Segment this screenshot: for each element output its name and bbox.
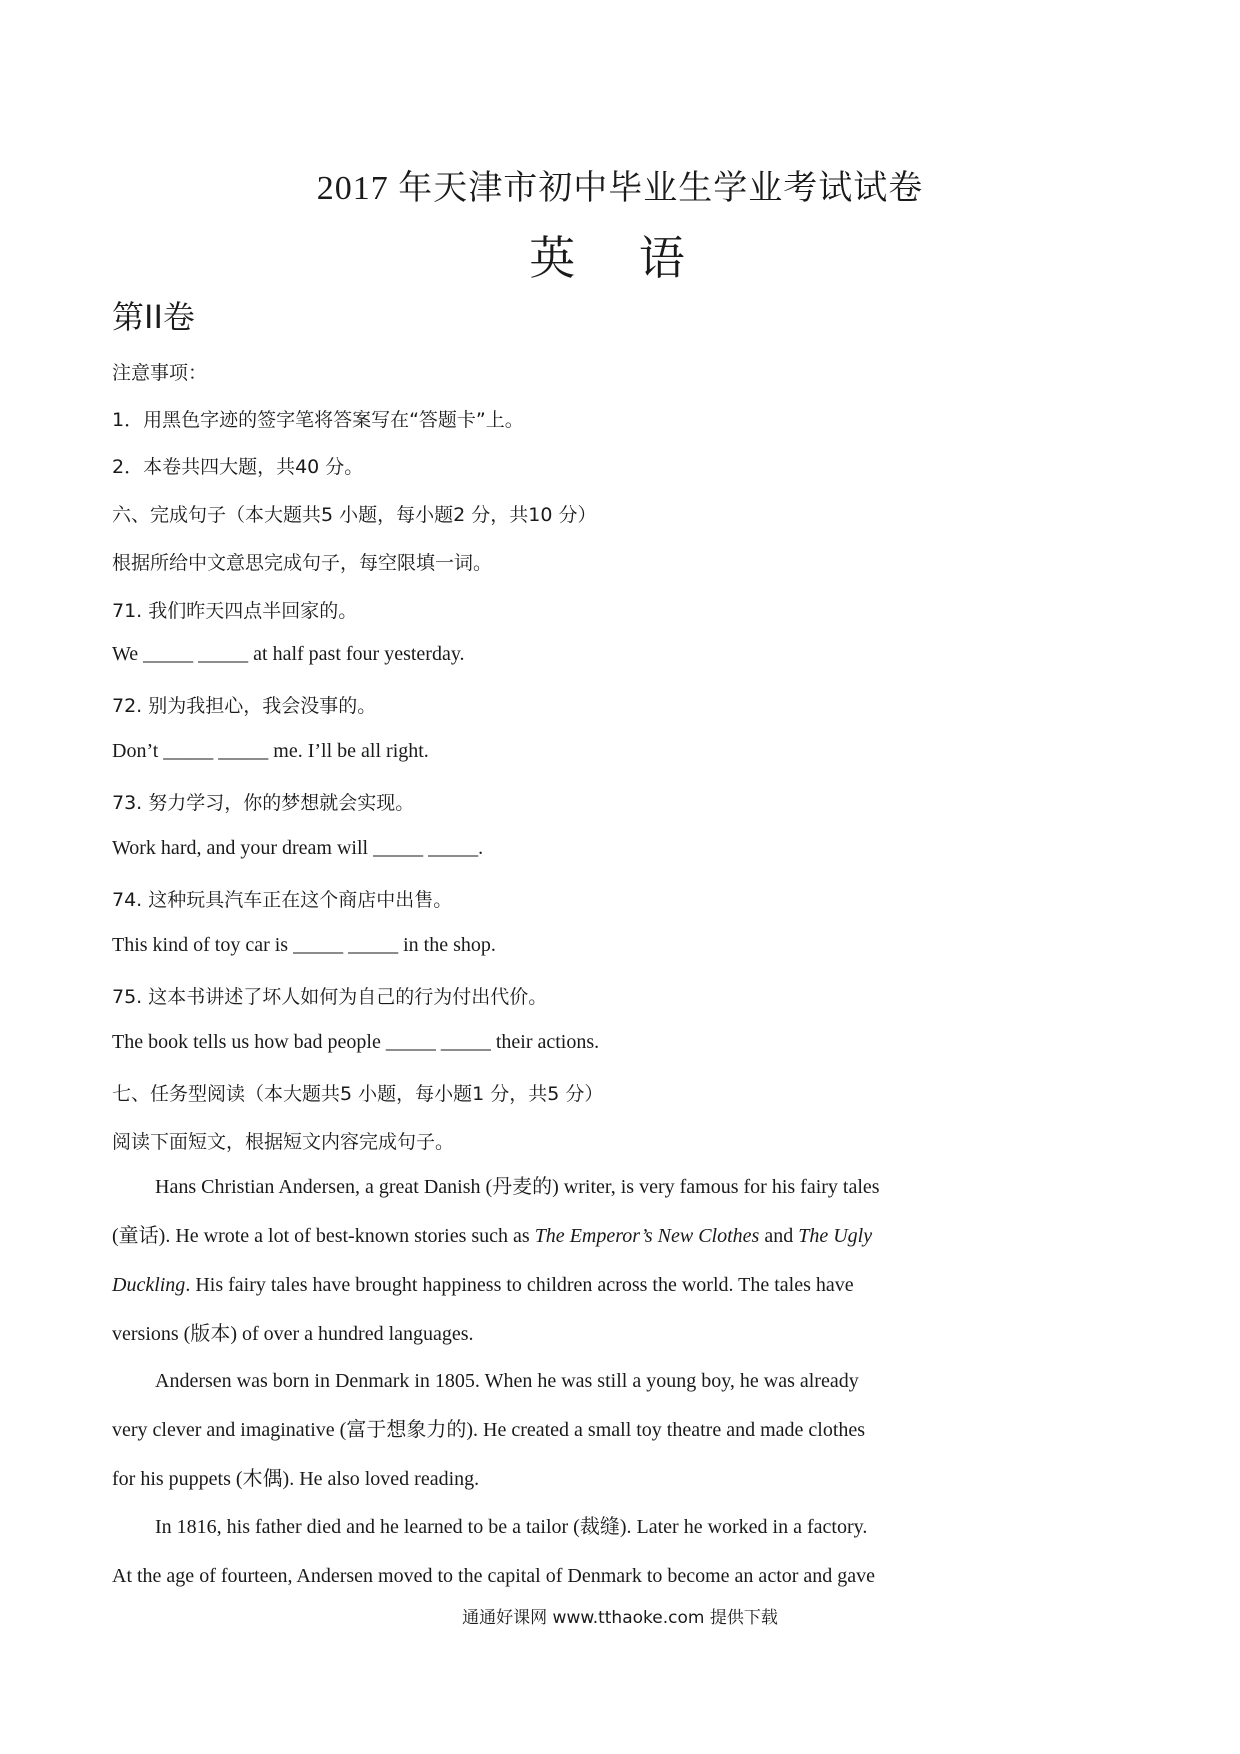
passage-line: Hans Christian Andersen, a great Danish (丹麦的) writer, is very famous for his fairy tales <box>155 1176 880 1198</box>
question-cn: 74. 这种玩具汽车正在这个商店中出售。 <box>112 889 453 911</box>
question-en: This kind of toy car is _____ _____ in the shop. <box>112 934 496 956</box>
book-title: Duckling <box>112 1274 186 1296</box>
notice-item: 1．用黑色字迹的签字笔将答案写在“答题卡”上。 <box>112 409 524 431</box>
question-cn: 72. 别为我担心，我会没事的。 <box>112 695 377 717</box>
book-title: The Emperor’s New Clothes <box>534 1225 760 1247</box>
notice-heading: 注意事项： <box>112 362 208 384</box>
question-en: We _____ _____ at half past four yesterday. <box>112 643 465 665</box>
section6-heading: 六、完成句子（本大题共5 小题，每小题2 分，共10 分） <box>112 504 597 526</box>
passage-line: (童话). He wrote a lot of best-known stories such as The Emperor’s New Clothes and The Ugly <box>112 1225 873 1247</box>
subject-title: 英 语 <box>529 233 711 284</box>
question-en: Don’t _____ _____ me. I’ll be all right. <box>112 740 429 762</box>
question-cn: 73. 努力学习，你的梦想就会实现。 <box>112 792 415 814</box>
passage-line: very clever and imaginative (富于想象力的). He created a small toy theatre and made clothes <box>112 1419 866 1441</box>
passage-line: At the age of fourteen, Andersen moved to the capital of Denmark to become an actor and gave <box>112 1565 876 1587</box>
question-cn: 71. 我们昨天四点半回家的。 <box>112 600 358 622</box>
section7-heading: 七、任务型阅读（本大题共5 小题，每小题1 分，共5 分） <box>112 1083 604 1105</box>
question-en: Work hard, and your dream will _____ _____. <box>112 837 484 859</box>
passage-paragraph-1 <box>112 1163 972 1359</box>
question-cn: 75. 这本书讲述了坏人如何为自己的行为付出代价。 <box>112 986 548 1008</box>
question-en: The book tells us how bad people _____ _____ their actions. <box>112 1031 600 1053</box>
passage-line: for his puppets (木偶). He also loved reading. <box>112 1468 480 1490</box>
footer-watermark: 通通好课网 www.tthaoke.com 提供下载 <box>462 1608 778 1628</box>
notice-item: 2．本卷共四大题，共40 分。 <box>112 456 364 478</box>
passage-line: Duckling. His fairy tales have brought happiness to children across the world. The tales have <box>112 1274 854 1296</box>
passage-line: In 1816, his father died and he learned to be a tailor (裁缝). Later he worked in a factory. <box>155 1516 868 1538</box>
section7-instruction: 阅读下面短文，根据短文内容完成句子。 <box>112 1131 455 1153</box>
passage-line: Andersen was born in Denmark in 1805. When he was still a young boy, he was already <box>155 1370 859 1392</box>
book-title: The Ugly <box>798 1225 873 1247</box>
passage-paragraph-3 <box>112 1503 972 1601</box>
section6-instruction: 根据所给中文意思完成句子，每空限填一词。 <box>112 552 493 574</box>
exam-title: 2017 年天津市初中毕业生学业考试试卷 <box>316 170 924 207</box>
passage-line: versions (版本) of over a hundred languages. <box>112 1323 474 1345</box>
volume-label: 第II卷 <box>112 298 195 336</box>
passage-paragraph-2 <box>112 1357 972 1504</box>
